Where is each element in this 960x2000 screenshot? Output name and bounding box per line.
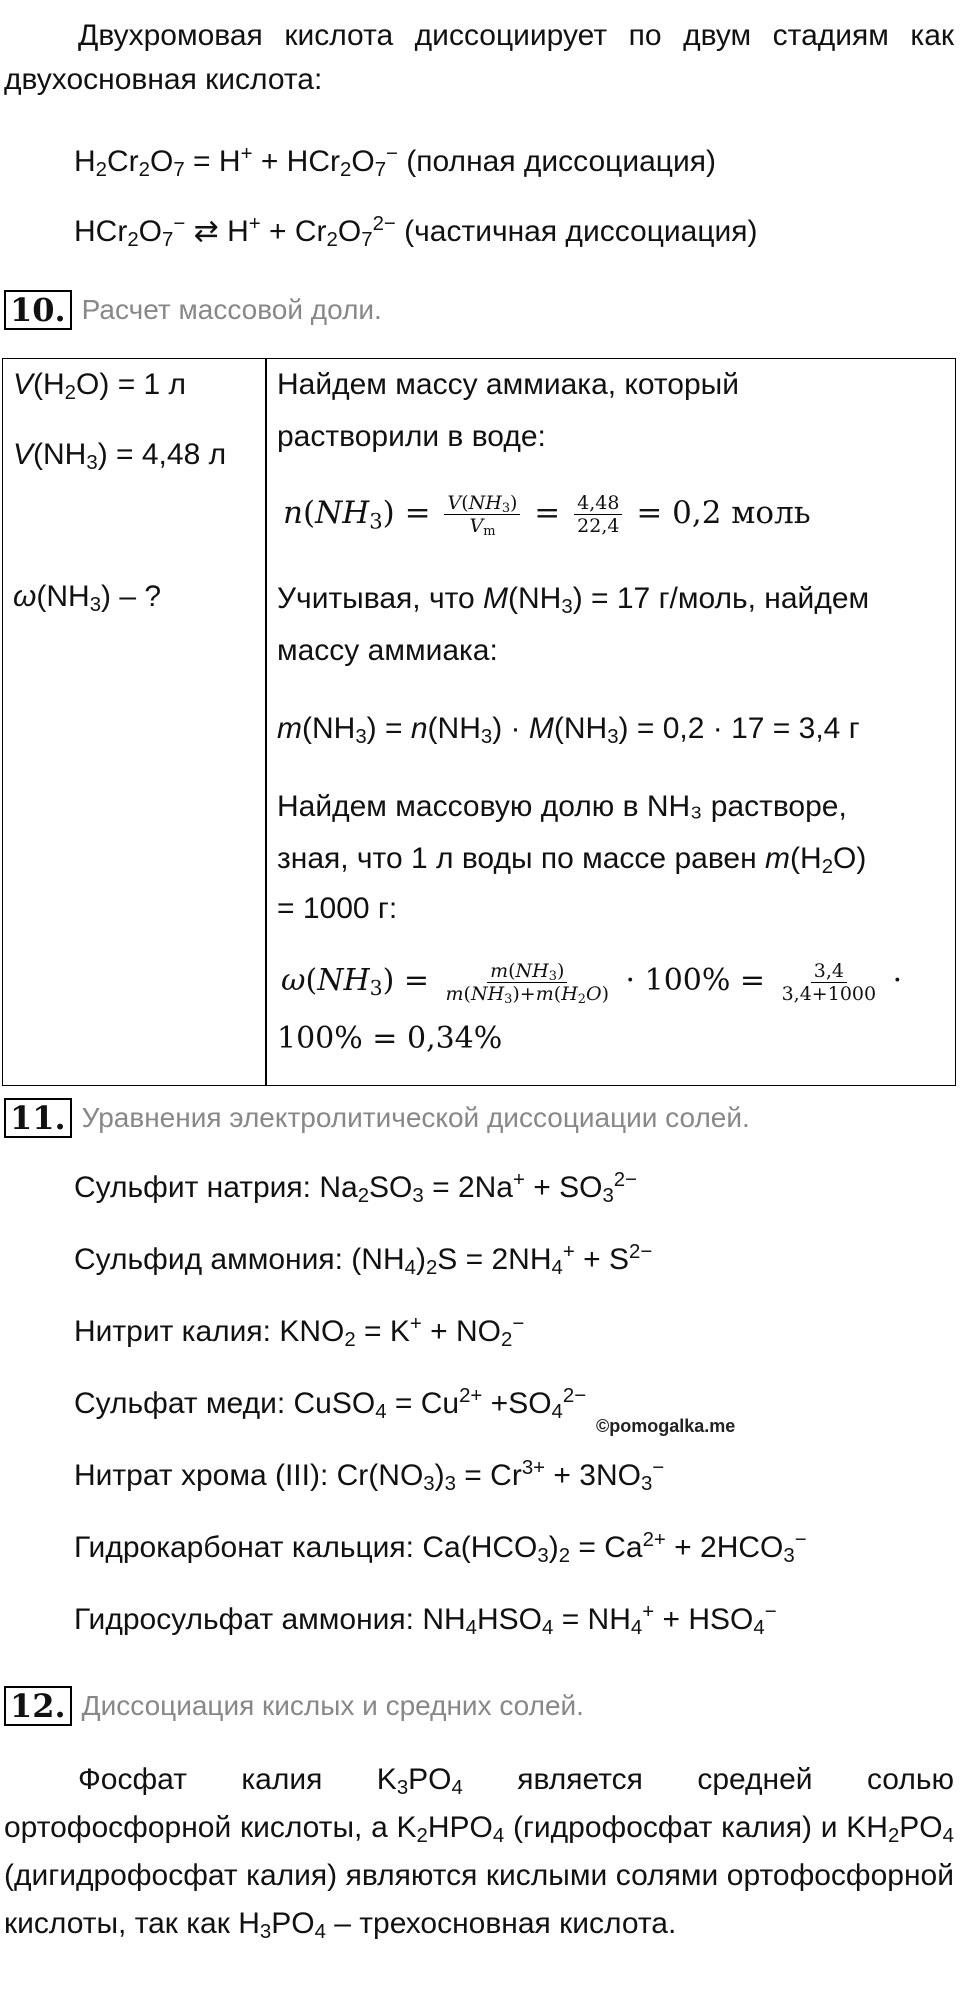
given-volume-ammonia: $V(NH_3) = 4,48$ л [13, 438, 227, 475]
given-volume-water: $V(H_2O) = 1$ л [13, 368, 187, 405]
solution-text: массу аммиака: [277, 634, 498, 667]
salt-equation: Нитрит калия: $KNO_2 = K^+ + NO_2^-$ [74, 1312, 525, 1352]
task-12-header [4, 1686, 584, 1726]
task-number: 12. [4, 1686, 72, 1726]
solution-text: Найдем массу аммиака, который [277, 368, 739, 401]
salt-equation: Гидросульфат аммония: $NH_4HSO_4 = NH_4^+ + HSO_4^-$ [74, 1600, 777, 1640]
solution-text: = 1000 г: [277, 892, 398, 925]
salt-equation: Сульфид аммония: $(NH_4)_2S = 2NH_4^+ + S^{2-}$ [74, 1240, 653, 1280]
watermark: ©pomogalka.me [596, 1416, 736, 1436]
task-11-header [4, 1098, 750, 1138]
formula-mass-fraction: $\omega(NH_3)$ = $\frac{m(NH_3)}{m(NH_3)+m(H_2O)}$ · 100% = $\frac{3,4}{3,4+1000}$ · [281, 959, 903, 1007]
task-title: Расчет массовой доли. [81, 294, 382, 325]
salt-equation: Сульфат меди: CuSO$_4$ = $Cu^{2+} +SO_4^{2-}$ [74, 1384, 587, 1424]
task-title: Диссоциация кислых и средних солей. [81, 1690, 584, 1721]
solution-text: зная, что 1 л воды по массе равен $m(H_2O)$ [277, 842, 867, 879]
solution-text: Учитывая, что $M(NH_3) = 17$ г/моль, найдем [277, 582, 870, 619]
intro-paragraph: Двухромовая кислота диссоциирует по двум стадиям как двухосновная кислота: [4, 19, 954, 96]
equation-full-dissociation: $H_2Cr_2O_7 = H^+ + HCr_2O_7^-$ (полная диссоциация) [74, 142, 716, 182]
salt-equation: Сульфит натрия: $Na_2SO_3 = 2Na^+ + SO_3^{2-}$ [74, 1168, 638, 1208]
equation-label: (частичная диссоциация) [404, 215, 758, 248]
solution-table [2, 358, 956, 1086]
formula-moles: $n(NH_3)$ = $\frac{V(NH_3)}{V_m}$ = $\frac{4,48}{22,4}$ = 0,2 моль [283, 492, 811, 540]
task-12-paragraph: Фосфат калия $K_3PO_4$ является средней солью ортофосфорной кислоты, а $K_2HPO_4$ (гидрофосфат калия) и $KH_2PO_4$ (дигидрофосфат калия) являются кислыми солями ортофосфорной кислоты, так как $H_3PO_4$ – трехосновная кислота. [4, 1763, 954, 1944]
task-title: Уравнения электролитической диссоциации солей. [81, 1102, 750, 1133]
table-divider [265, 359, 267, 1085]
task-number: 10. [4, 290, 72, 330]
solution-text: Найдем массовую долю в NH₃ растворе, [277, 790, 847, 823]
solution-text: растворили в воде: [277, 420, 546, 453]
find-mass-fraction: $\omega(NH_3)$ – ? [13, 580, 162, 617]
salt-equation: Нитрат хрома (III): $Cr(NO_3)_3 = Cr^{3+} + 3NO_3^-$ [74, 1456, 665, 1496]
task-number: 11. [4, 1098, 72, 1138]
equation-label: (полная диссоциация) [406, 145, 716, 178]
formula-result: 100% = 0,34% [277, 1021, 503, 1056]
equation-partial-dissociation: $HCr_2O_7^-$ ⇄ $H^+ + Cr_2O_7^{2-}$ (частичная диссоциация) [74, 212, 758, 252]
formula-mass: $m(NH_3) = n(NH_3) \cdot M(NH_3) = 0,2 \cdot 17 = 3,4$ г [277, 712, 860, 749]
task-10-header [4, 290, 382, 330]
salt-equation: Гидрокарбонат кальция: $Ca(HCO_3)_2 = Ca^{2+} + 2HCO_3^-$ [74, 1528, 807, 1568]
